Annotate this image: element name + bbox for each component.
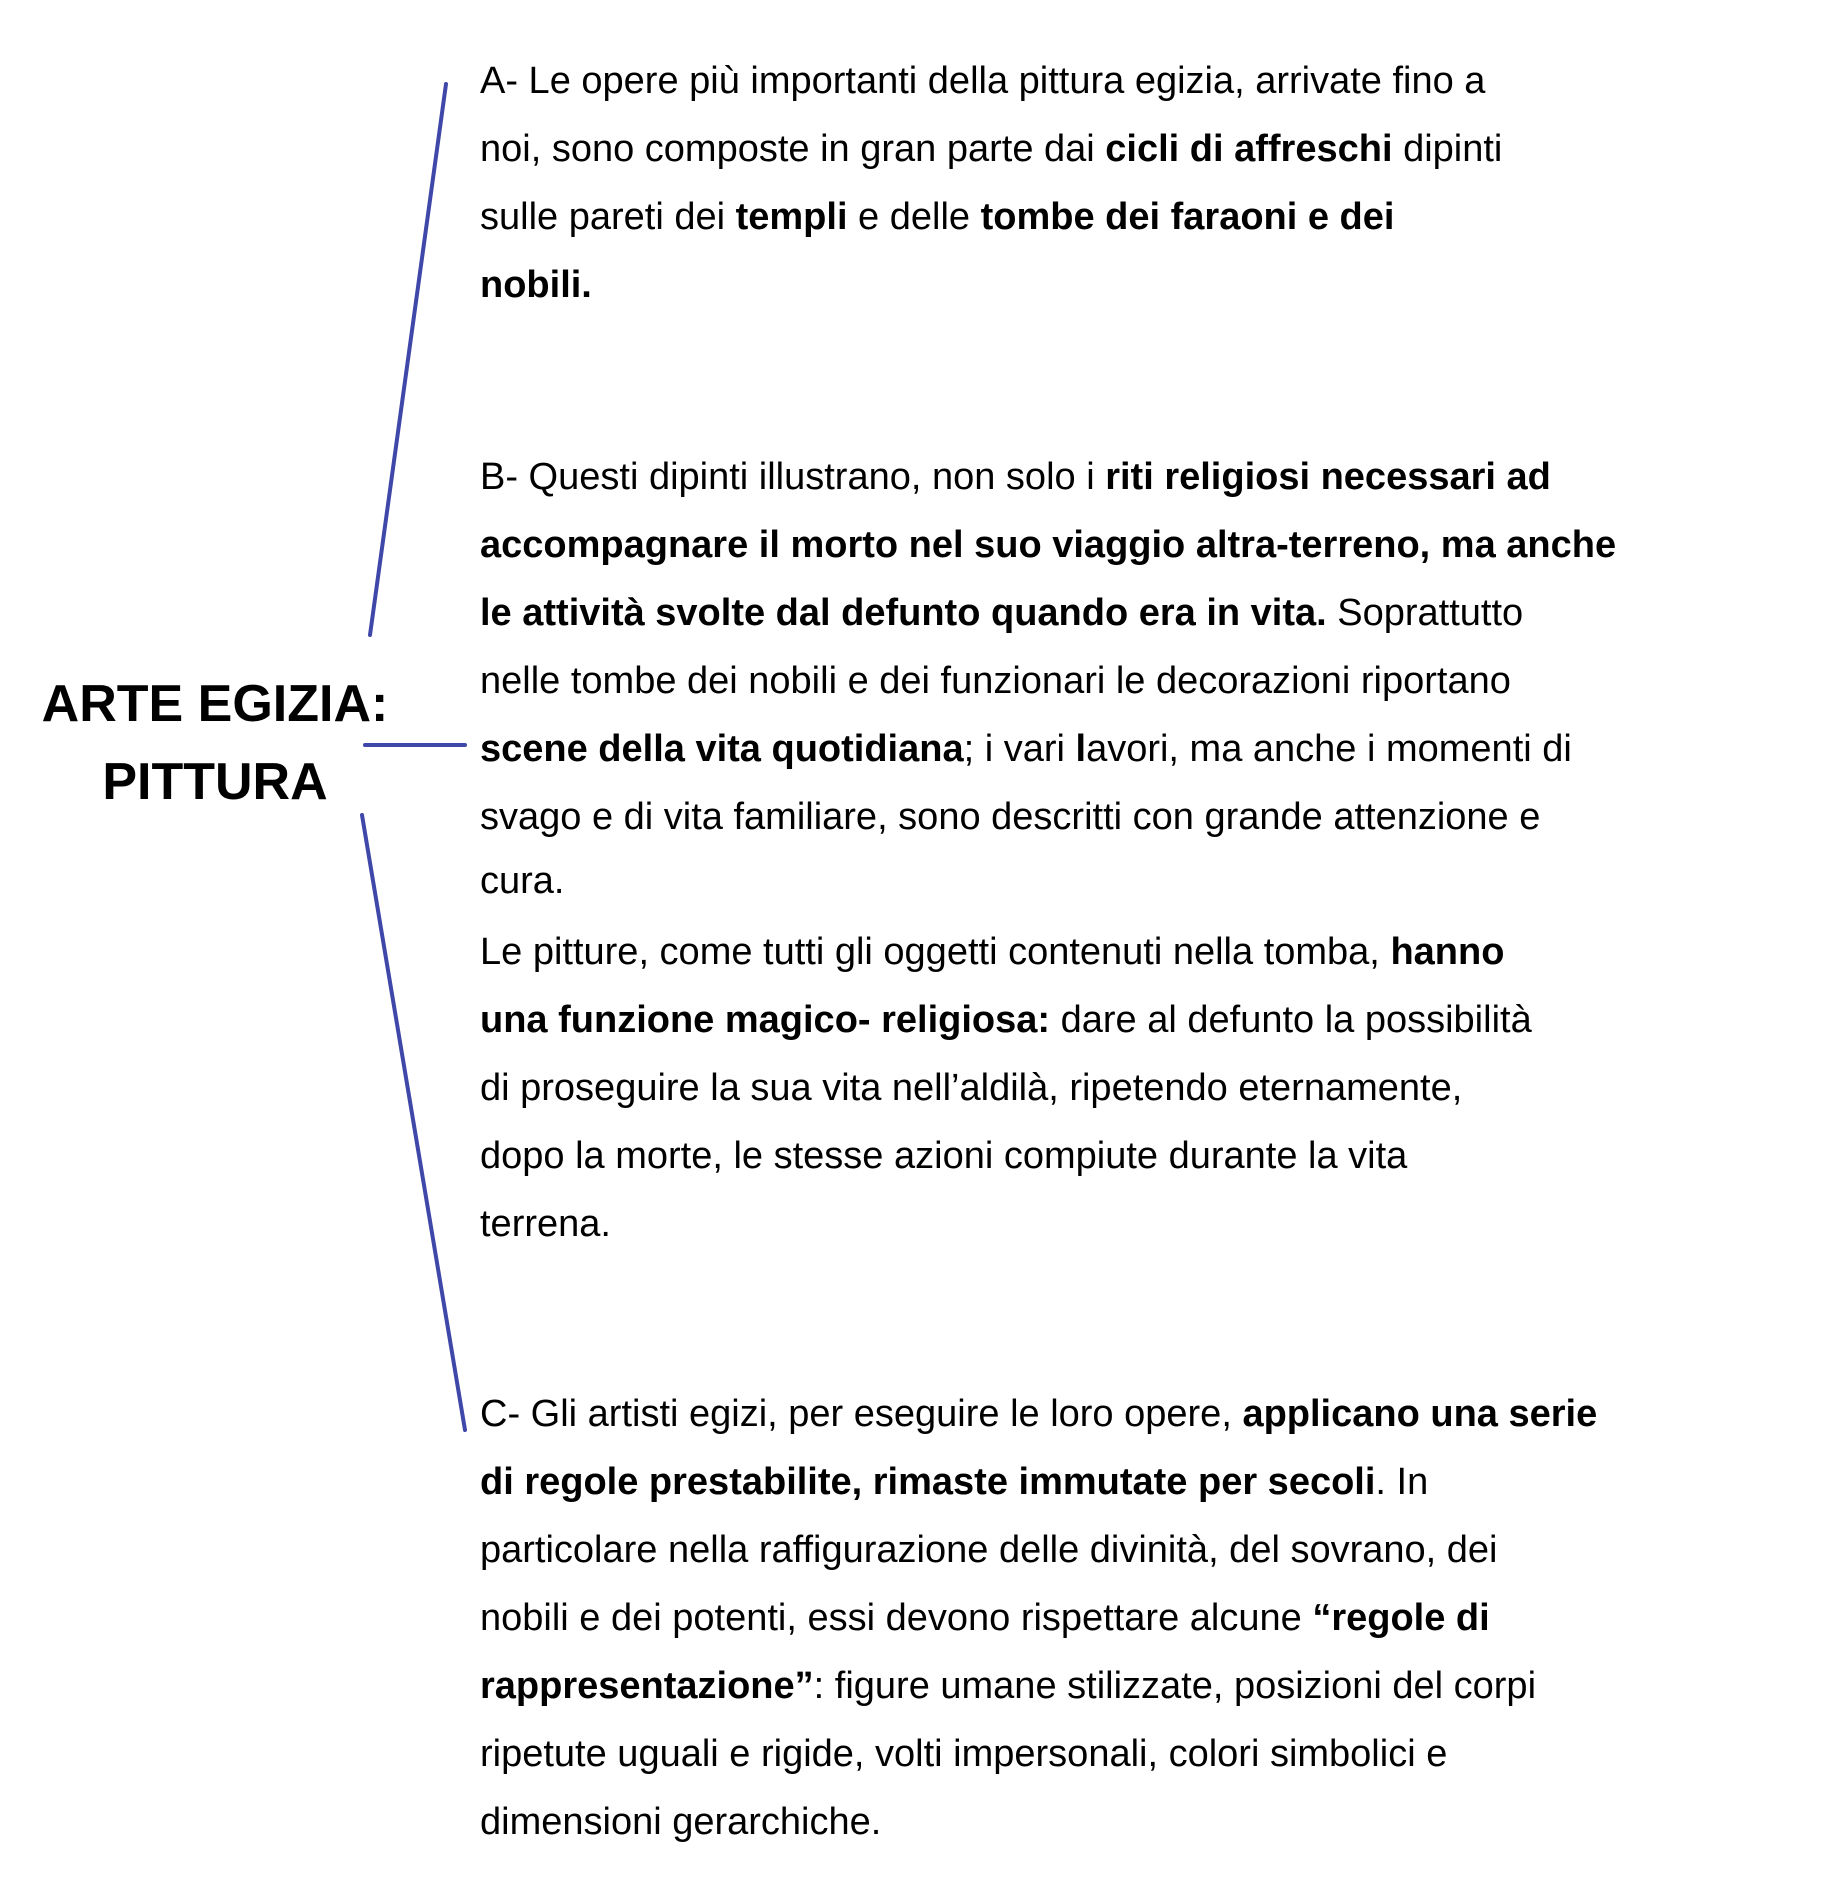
bold-text: tombe dei faraoni e dei bbox=[980, 196, 1395, 238]
text-run: C- Gli artisti egizi, per eseguire le loro opere, bbox=[480, 1393, 1243, 1435]
text-run: Le pitture, come tutti gli oggetti contenuti nella tomba, bbox=[480, 931, 1391, 973]
text-run: dare al defunto la possibilità bbox=[1050, 999, 1532, 1041]
text-run: A- Le opere più importanti della pittura egizia, arrivate fino a bbox=[480, 60, 1486, 102]
bold-text: accompagnare il morto nel suo viaggio altra-terreno, ma anche bbox=[480, 524, 1617, 566]
text-line bbox=[480, 115, 1780, 183]
text-line bbox=[480, 47, 1780, 115]
text-line bbox=[480, 647, 1780, 715]
title-line-1: ARTE EGIZIA: bbox=[41, 675, 389, 733]
text-line bbox=[480, 511, 1780, 579]
text-line bbox=[480, 1720, 1780, 1788]
bold-text: hanno bbox=[1390, 931, 1505, 973]
bold-text: cicli di affreschi bbox=[1105, 128, 1393, 170]
text-line bbox=[480, 1380, 1780, 1448]
text-line bbox=[480, 783, 1780, 851]
text-line bbox=[480, 715, 1780, 783]
text-run: : figure umane stilizzate, posizioni del corpi bbox=[813, 1665, 1537, 1707]
bold-text: scene della vita quotidiana bbox=[480, 728, 964, 770]
text-line bbox=[480, 1584, 1780, 1652]
bold-text: rappresentazione” bbox=[480, 1665, 814, 1707]
text-block-a bbox=[480, 47, 1780, 319]
text-line bbox=[480, 443, 1780, 511]
text-run: e delle bbox=[847, 196, 981, 238]
text-line bbox=[480, 1788, 1780, 1856]
text-line bbox=[480, 1516, 1780, 1584]
text-run: sulle pareti dei bbox=[480, 196, 736, 238]
bold-text: templi bbox=[735, 196, 848, 238]
text-line bbox=[480, 1652, 1780, 1720]
text-line bbox=[480, 251, 1780, 319]
bold-text: di regole prestabilite, rimaste immutate per secoli bbox=[480, 1461, 1376, 1503]
text-line bbox=[480, 851, 1780, 911]
text-line bbox=[480, 1122, 1780, 1190]
bold-text: nobili. bbox=[480, 264, 592, 306]
text-run: svago e di vita familiare, sono descritti con grande attenzione e bbox=[480, 796, 1541, 838]
text-run: ; i vari bbox=[963, 728, 1076, 770]
diagram-title bbox=[20, 665, 410, 821]
bold-text: le attività svolte dal defunto quando era in vita. bbox=[480, 592, 1327, 634]
text-line bbox=[480, 918, 1780, 986]
text-run: nobili e dei potenti, essi devono rispettare alcune bbox=[480, 1597, 1313, 1639]
bold-text: applicano una serie bbox=[1242, 1393, 1598, 1435]
text-run: . In bbox=[1375, 1461, 1429, 1503]
text-run: dipinti bbox=[1392, 128, 1503, 170]
bold-text: “regole di bbox=[1312, 1597, 1490, 1639]
text-line bbox=[480, 183, 1780, 251]
text-line bbox=[480, 579, 1780, 647]
text-run: B- Questi dipinti illustrano, non solo i bbox=[480, 456, 1106, 498]
text-block-c bbox=[480, 1380, 1780, 1856]
text-block-b bbox=[480, 443, 1780, 911]
text-run: dopo la morte, le stesse azioni compiute durante la vita bbox=[480, 1135, 1408, 1177]
text-line bbox=[480, 1448, 1780, 1516]
connector-to-block-c bbox=[362, 815, 465, 1430]
text-run: noi, sono composte in gran parte dai bbox=[480, 128, 1106, 170]
bold-text: riti religiosi necessari ad bbox=[1105, 456, 1551, 498]
text-line bbox=[480, 986, 1780, 1054]
text-line bbox=[480, 1190, 1780, 1258]
title-line-2: PITTURA bbox=[102, 753, 328, 811]
text-run: avori, ma anche i momenti di bbox=[1086, 728, 1572, 770]
bold-text: l bbox=[1075, 728, 1087, 770]
text-block-b-continued bbox=[480, 918, 1780, 1258]
text-run: Soprattutto bbox=[1326, 592, 1524, 634]
connector-to-block-a bbox=[370, 84, 446, 635]
text-run: nelle tombe dei nobili e dei funzionari le decorazioni riportano bbox=[480, 660, 1511, 702]
text-run: terrena. bbox=[480, 1203, 611, 1245]
text-line bbox=[480, 1054, 1780, 1122]
text-run: di proseguire la sua vita nell’aldilà, ripetendo eternamente, bbox=[480, 1067, 1463, 1109]
bold-text: una funzione magico- religiosa: bbox=[480, 999, 1051, 1041]
text-run: cura. bbox=[480, 860, 565, 902]
text-run: ripetute uguali e rigide, volti impersonali, colori simbolici e bbox=[480, 1733, 1448, 1775]
text-run: particolare nella raffigurazione delle divinità, del sovrano, dei bbox=[480, 1529, 1498, 1571]
text-run: dimensioni gerarchiche. bbox=[480, 1801, 882, 1843]
